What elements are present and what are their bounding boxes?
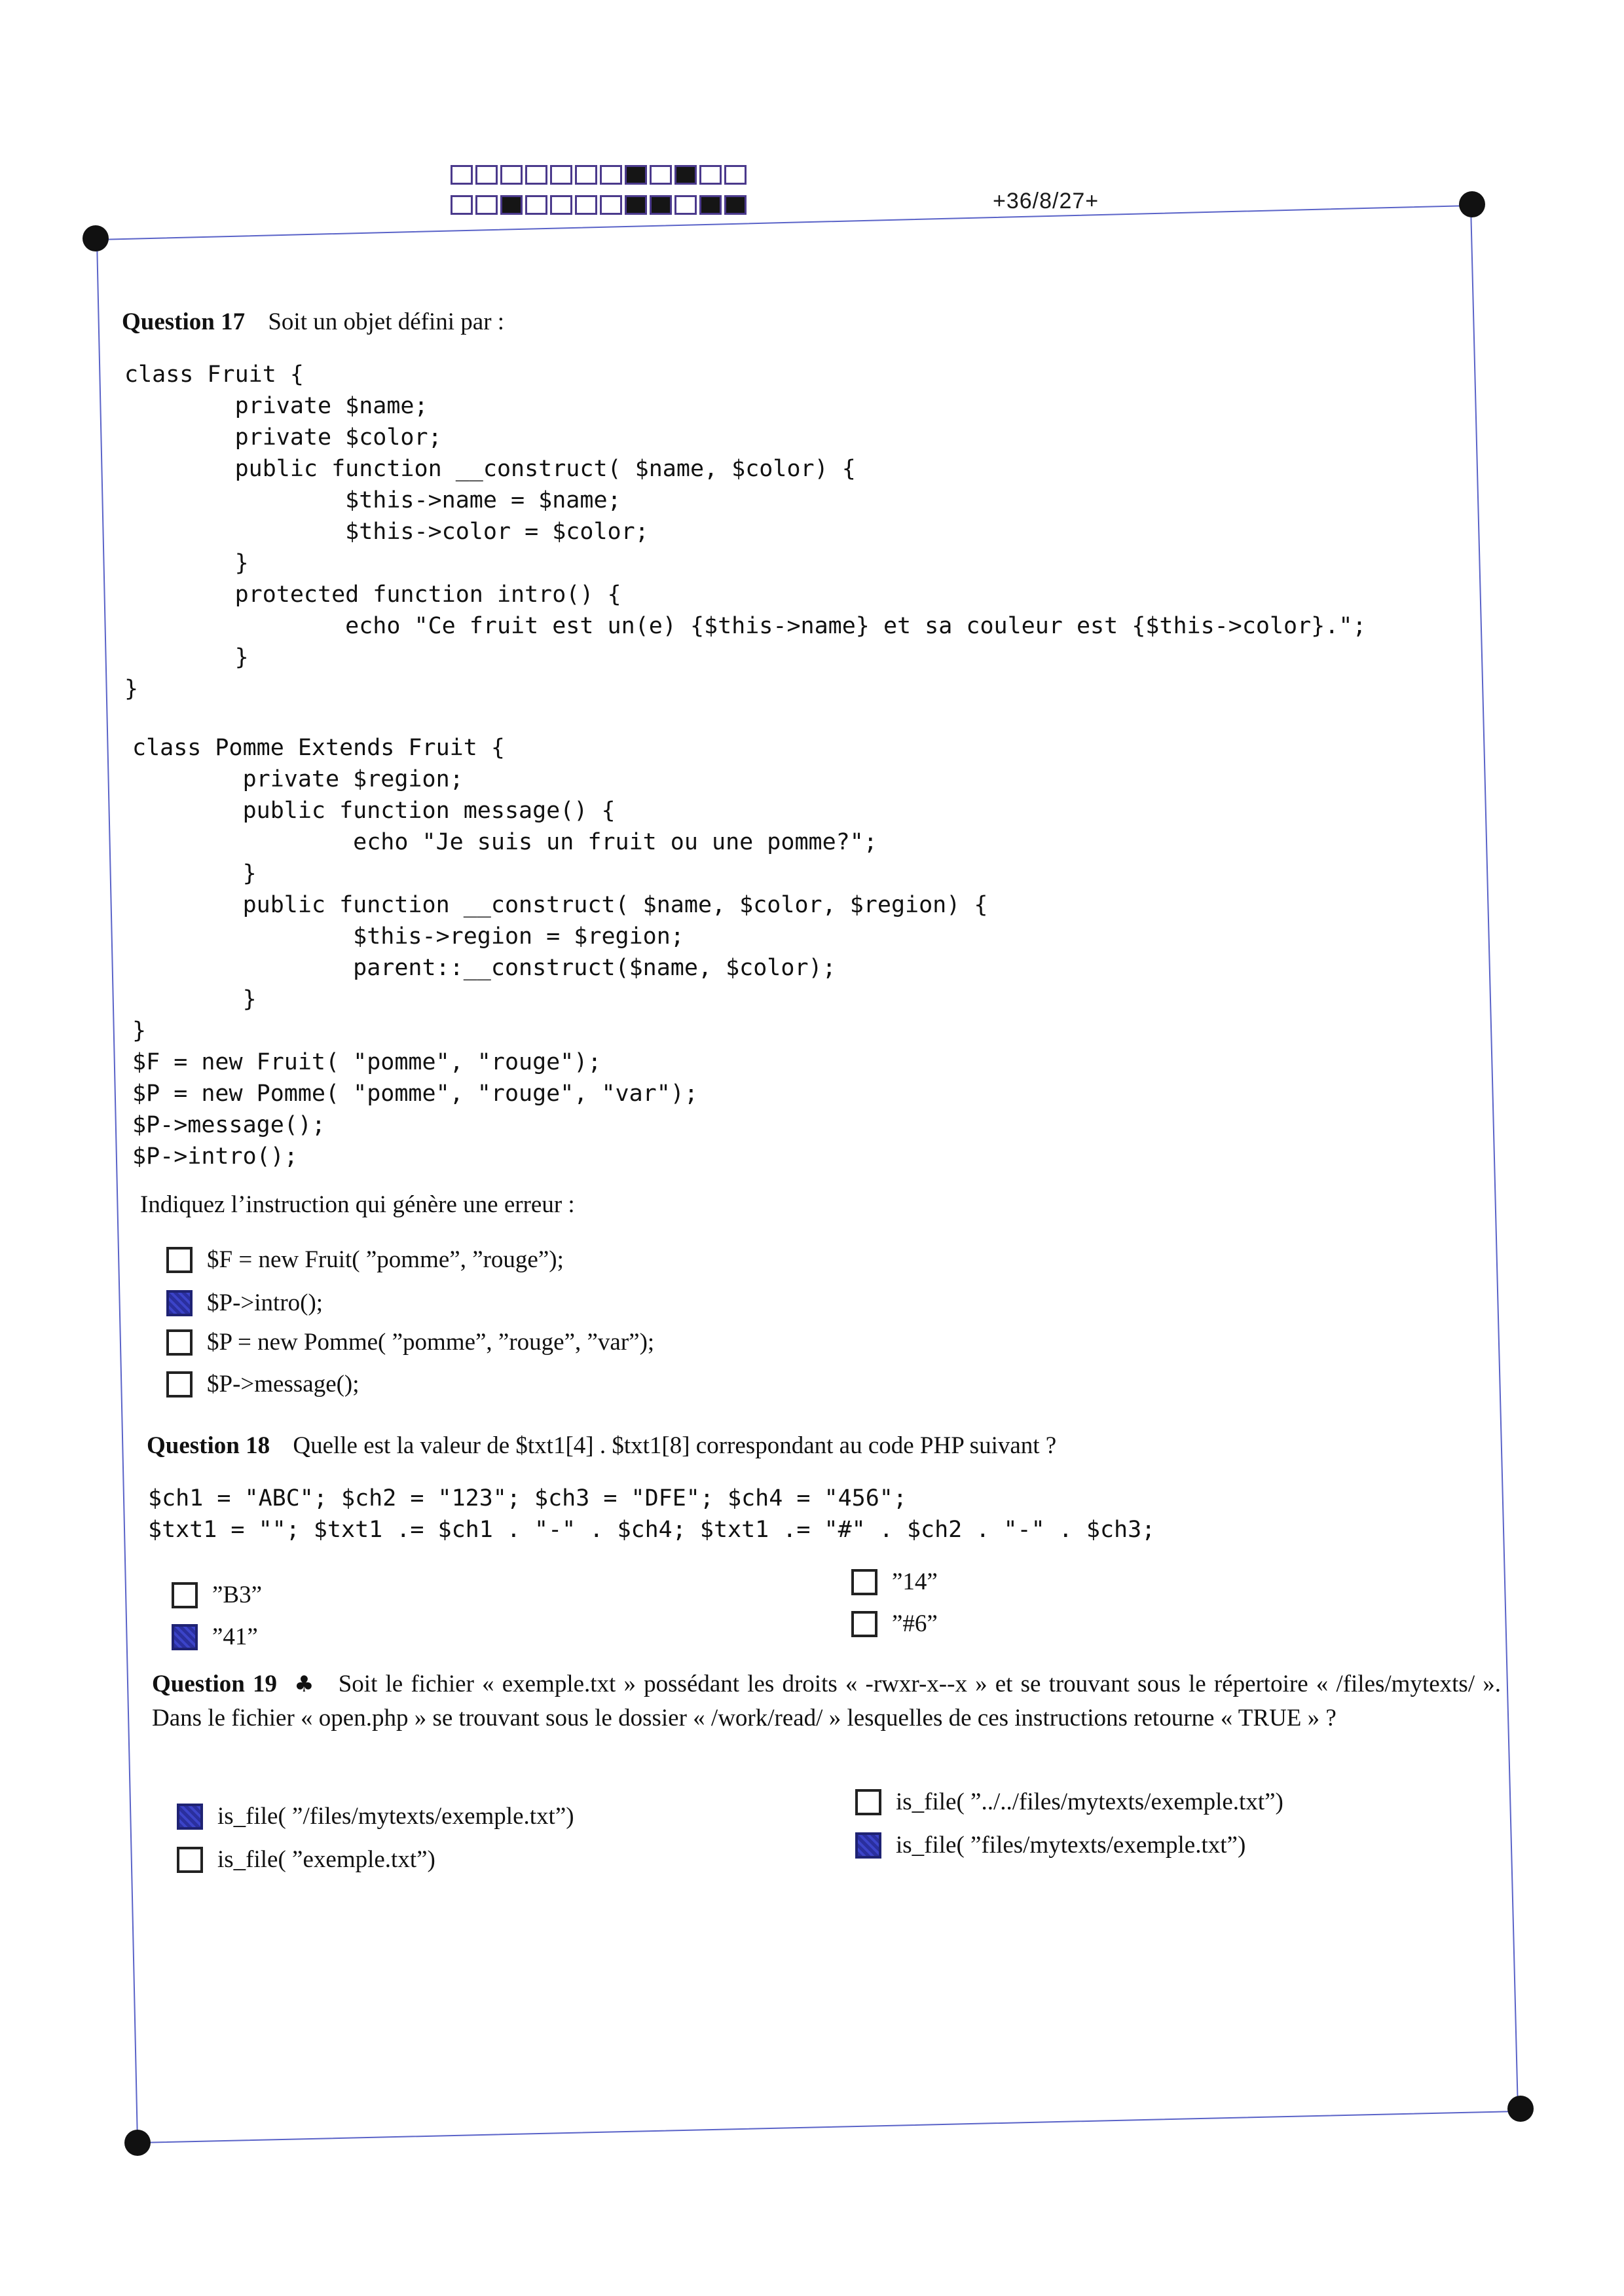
code-block-strings: $ch1 = "ABC"; $ch2 = "123"; $ch3 = "DFE"; $ch4 = "456"; $txt1 = ""; $txt1 .= $ch1 . "-" . $ch4; $txt1 .= "#" . $ch2 . "-" . $ch3; (148, 1485, 1156, 1543)
id-code-cell (475, 195, 498, 215)
id-code-cell (550, 195, 572, 215)
question-label: Question 19 (152, 1671, 278, 1697)
option-text: $P->intro(); (207, 1289, 323, 1316)
question-17-header (122, 308, 504, 336)
option-text: is_file( ”exemple.txt”) (217, 1846, 435, 1873)
checkbox[interactable] (177, 1847, 203, 1873)
question-19-body (152, 1667, 1501, 1735)
checkbox[interactable] (855, 1832, 881, 1859)
id-code-cell (625, 195, 647, 215)
q19-option-1[interactable] (177, 1802, 574, 1830)
id-code-cell (625, 165, 647, 185)
checkbox[interactable] (172, 1582, 198, 1608)
id-code-cell (674, 165, 697, 185)
checkbox[interactable] (166, 1329, 193, 1356)
question-label: Question 18 (147, 1432, 270, 1459)
id-code-cell (500, 165, 523, 185)
question-18-header (147, 1432, 1056, 1460)
id-code-cell (699, 195, 722, 215)
option-text: ”#6” (892, 1610, 938, 1637)
corner-marker-tr (1459, 191, 1485, 217)
id-code-cell (525, 165, 547, 185)
checkbox[interactable] (177, 1804, 203, 1830)
option-text: is_file( ”/files/mytexts/exemple.txt”) (217, 1803, 574, 1830)
option-text: is_file( ”files/mytexts/exemple.txt”) (896, 1832, 1246, 1859)
option-text: $P = new Pomme( ”pomme”, ”rouge”, ”var”); (207, 1329, 655, 1356)
code-block-pomme: class Pomme Extends Fruit { private $region; public function message() { echo "Je suis un fruit ou une pomme?"; } public function __construct( $name, $color, $region) { $this->region = $region; parent::__construct($name, $color); } } $F = new Fruit( "pomme", "rouge"); $P = new Pomme( "pomme", "rouge", "var"); $P->message(); $P->intro(); (132, 735, 988, 1170)
id-code-cell (650, 165, 672, 185)
code-block-fruit: class Fruit { private $name; private $color; public function __construct( $name, $color) { $this->name = $name; $this->color = $color; } protected function intro() { echo "Ce fruit est un(e) {$this->name} et sa couleur est {$this->color}."; } } (124, 361, 1367, 702)
checkbox[interactable] (166, 1290, 193, 1316)
corner-marker-bl (124, 2130, 151, 2156)
id-code-cell (674, 195, 697, 215)
id-code-cell (525, 195, 547, 215)
question-intro: Quelle est la valeur de $txt1[4] . $txt1[8] correspondant au code PHP suivant ? (293, 1432, 1057, 1459)
option-text: ”41” (212, 1623, 258, 1650)
id-code-cell (724, 195, 747, 215)
id-code-cell (600, 165, 622, 185)
id-code-cell (600, 195, 622, 215)
checkbox[interactable] (851, 1569, 877, 1595)
id-code-row-1 (451, 165, 749, 185)
q17-option-2[interactable] (166, 1289, 323, 1317)
checkbox[interactable] (172, 1624, 198, 1650)
id-code-cell (650, 195, 672, 215)
question-text: Soit le fichier « exemple.txt » possédant les droits « -rwxr-x--x » et se trouvant sous le répertoire « /files/mytexts/ ». Dans le fichier « open.php » se trouvant sous le dossier « /work/read/ » lesquelles de ces instructions retourne « TRUE » ? (152, 1671, 1502, 1731)
id-code-cell (475, 165, 498, 185)
checkbox[interactable] (166, 1247, 193, 1273)
id-code-cell (500, 195, 523, 215)
option-text: $F = new Fruit( ”pomme”, ”rouge”); (207, 1246, 564, 1273)
option-text: ”B3” (212, 1582, 263, 1608)
checkbox[interactable] (855, 1789, 881, 1815)
id-code-cell (699, 165, 722, 185)
multiple-answer-icon: ♣ (294, 1671, 316, 1697)
id-code-row-2 (451, 195, 749, 215)
q18-option-4[interactable] (851, 1610, 938, 1638)
id-code-cell (724, 165, 747, 185)
checkbox[interactable] (851, 1611, 877, 1637)
option-text: ”14” (892, 1568, 938, 1595)
page-id: +36/8/27+ (993, 189, 1099, 213)
id-code-cell (575, 165, 597, 185)
q17-option-3[interactable] (166, 1328, 654, 1356)
q17-option-4[interactable] (166, 1370, 360, 1398)
q19-option-3[interactable] (855, 1788, 1283, 1816)
corner-marker-br (1507, 2096, 1534, 2122)
q19-option-4[interactable] (855, 1831, 1246, 1859)
id-code-cell (550, 165, 572, 185)
corner-marker-tl (83, 225, 109, 251)
option-text: $P->message(); (207, 1371, 360, 1398)
option-text: is_file( ”../../files/mytexts/exemple.txt”) (896, 1788, 1283, 1815)
checkbox[interactable] (166, 1371, 193, 1398)
q17-option-1[interactable] (166, 1246, 564, 1274)
q18-option-2[interactable] (172, 1623, 258, 1651)
id-code-cell (575, 195, 597, 215)
id-code-cell (451, 195, 473, 215)
q18-option-3[interactable] (851, 1568, 938, 1596)
id-code-cell (451, 165, 473, 185)
question-label: Question 17 (122, 308, 246, 335)
q19-option-2[interactable] (177, 1845, 435, 1874)
q18-option-1[interactable] (172, 1581, 262, 1609)
question-17-prompt: Indiquez l’instruction qui génère une erreur : (140, 1191, 575, 1218)
question-intro: Soit un objet défini par : (268, 308, 505, 335)
